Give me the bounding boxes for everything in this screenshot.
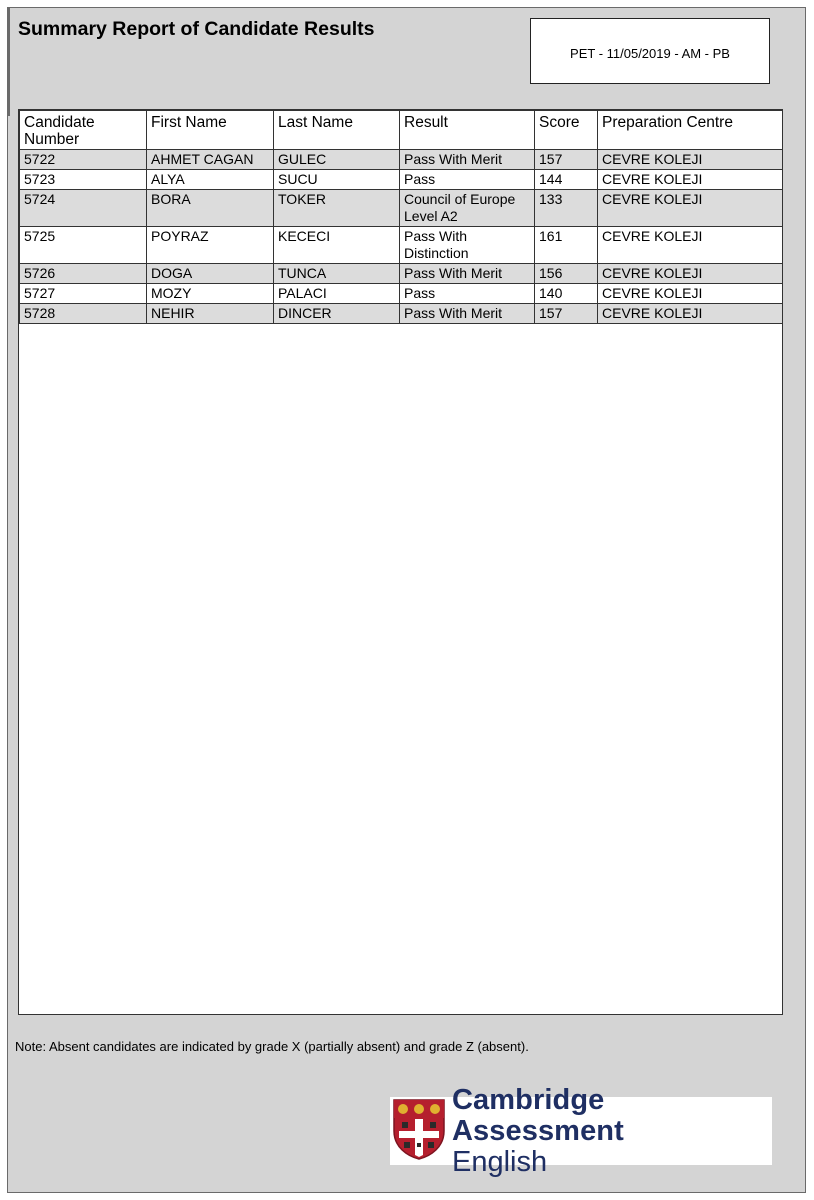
logo-line-1: Cambridge Assessment	[452, 1083, 624, 1147]
table-row	[20, 150, 783, 170]
column-header-candidate-number: Candidate Number	[20, 111, 147, 150]
cambridge-logo	[390, 1083, 772, 1178]
table-row	[20, 170, 783, 190]
cell-score: 144	[535, 170, 598, 190]
table-row	[20, 227, 783, 264]
cell-result: Pass With Merit	[400, 264, 535, 284]
cell-preparation-centre: CEVRE KOLEJI	[598, 264, 783, 284]
cell-score: 157	[535, 150, 598, 170]
column-header-first-name: First Name	[147, 111, 274, 150]
cell-last-name: KECECI	[274, 227, 400, 264]
cambridge-shield-icon	[391, 1097, 447, 1166]
cell-score: 140	[535, 284, 598, 304]
cell-first-name: DOGA	[147, 264, 274, 284]
cell-candidate-number: 5725	[20, 227, 147, 264]
results-table	[19, 110, 783, 324]
cell-preparation-centre: CEVRE KOLEJI	[598, 190, 783, 227]
cell-preparation-centre: CEVRE KOLEJI	[598, 170, 783, 190]
table-row	[20, 304, 783, 324]
cell-result: Council of Europe Level A2	[400, 190, 535, 227]
column-header-last-name: Last Name	[274, 111, 400, 150]
table-row	[20, 264, 783, 284]
cell-last-name: TOKER	[274, 190, 400, 227]
cell-last-name: DINCER	[274, 304, 400, 324]
cell-result: Pass	[400, 170, 535, 190]
cell-score: 161	[535, 227, 598, 264]
cell-score: 156	[535, 264, 598, 284]
table-row	[20, 190, 783, 227]
table-header-row	[20, 111, 783, 150]
cell-result: Pass	[400, 284, 535, 304]
cell-first-name: POYRAZ	[147, 227, 274, 264]
cell-candidate-number: 5726	[20, 264, 147, 284]
cell-last-name: PALACI	[274, 284, 400, 304]
cell-first-name: ALYA	[147, 170, 274, 190]
cell-candidate-number: 5728	[20, 304, 147, 324]
cell-candidate-number: 5727	[20, 284, 147, 304]
cell-candidate-number: 5723	[20, 170, 147, 190]
cell-candidate-number: 5724	[20, 190, 147, 227]
column-header-result: Result	[400, 111, 535, 150]
page-edge-mark	[7, 8, 10, 116]
exam-label: PET - 11/05/2019 - AM - PB	[570, 46, 730, 61]
cell-first-name: AHMET CAGAN	[147, 150, 274, 170]
cell-preparation-centre: CEVRE KOLEJI	[598, 227, 783, 264]
cell-last-name: SUCU	[274, 170, 400, 190]
cell-first-name: NEHIR	[147, 304, 274, 324]
logo-wordmark	[452, 1085, 772, 1178]
column-header-score: Score	[535, 111, 598, 150]
logo-line-2: English	[452, 1145, 548, 1178]
cell-preparation-centre: CEVRE KOLEJI	[598, 284, 783, 304]
cell-candidate-number: 5722	[20, 150, 147, 170]
cell-first-name: BORA	[147, 190, 274, 227]
cell-last-name: TUNCA	[274, 264, 400, 284]
report-title: Summary Report of Candidate Results	[18, 18, 375, 40]
cell-result: Pass With Distinction	[400, 227, 535, 264]
table-row	[20, 284, 783, 304]
cell-score: 157	[535, 304, 598, 324]
cell-last-name: GULEC	[274, 150, 400, 170]
column-header-preparation-centre: Preparation Centre	[598, 111, 783, 150]
cell-score: 133	[535, 190, 598, 227]
cell-result: Pass With Merit	[400, 150, 535, 170]
cell-first-name: MOZY	[147, 284, 274, 304]
exam-label-box	[530, 18, 770, 84]
cell-result: Pass With Merit	[400, 304, 535, 324]
cell-preparation-centre: CEVRE KOLEJI	[598, 150, 783, 170]
absence-note: Note: Absent candidates are indicated by grade X (partially absent) and grade Z (absent).	[15, 1039, 529, 1054]
results-table-frame	[18, 109, 783, 1015]
cell-preparation-centre: CEVRE KOLEJI	[598, 304, 783, 324]
